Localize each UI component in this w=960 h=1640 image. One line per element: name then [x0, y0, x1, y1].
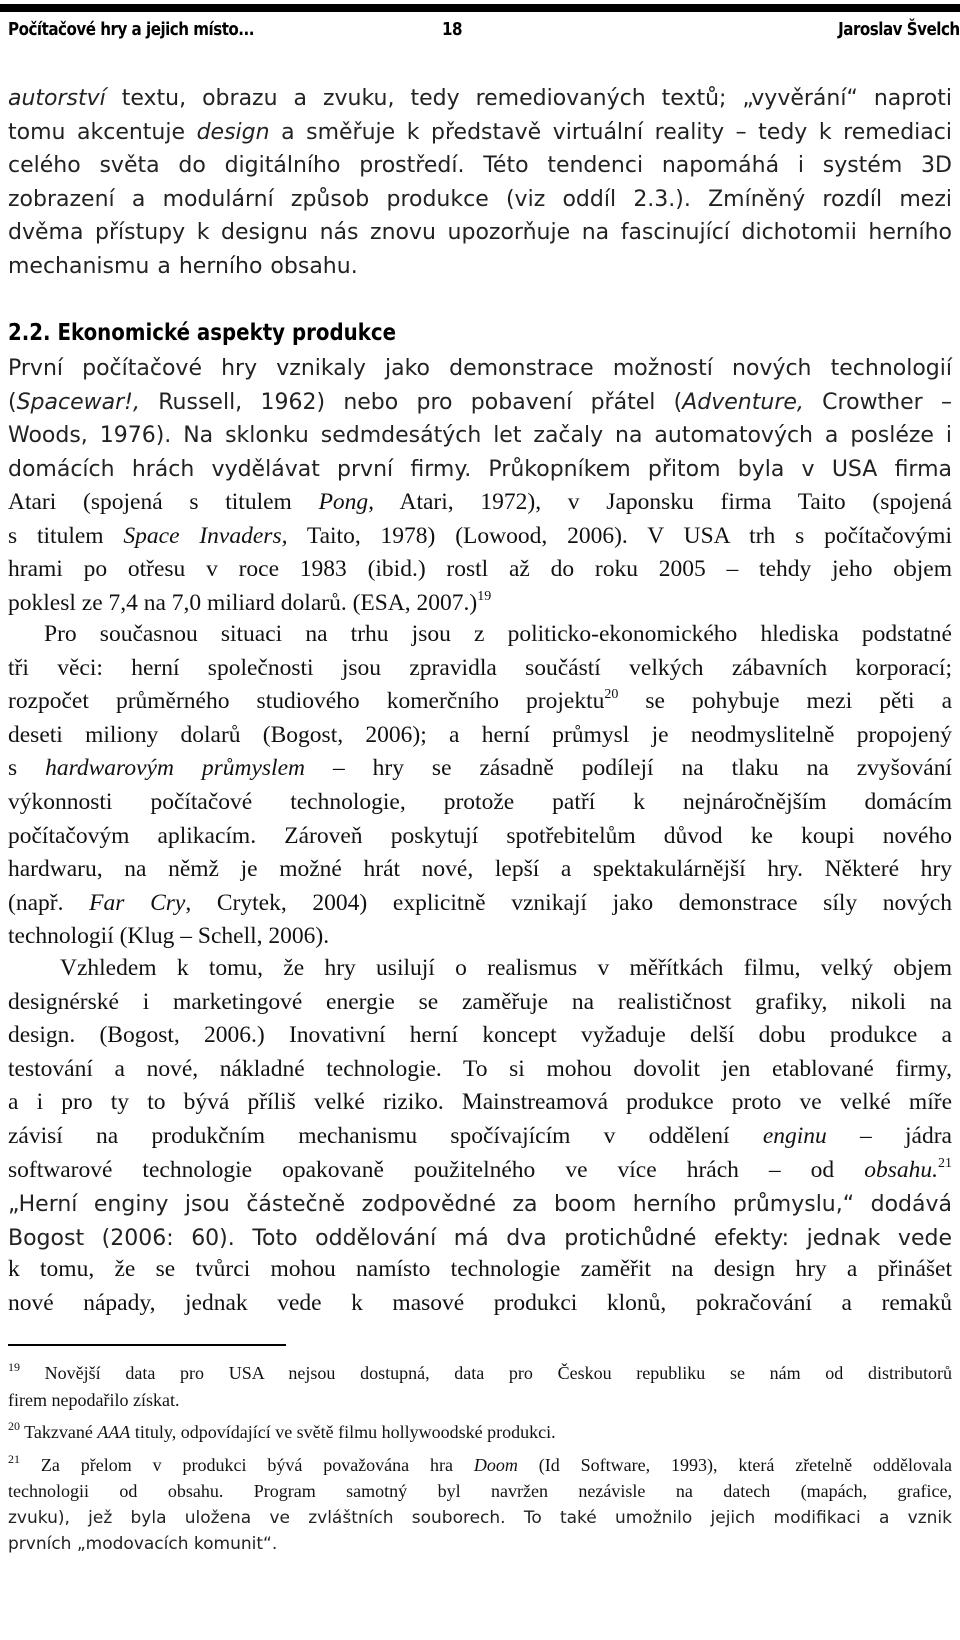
footnote-ref: 20 [604, 687, 619, 703]
text-line: prvních „modovacích komunit“. [8, 1534, 278, 1554]
emphasis: hardwarovým průmyslem [45, 755, 305, 782]
text-line: hardwaru, na němž je možné hrát nové, lepší a spektakulárnější hry. Některé hry [8, 856, 952, 883]
text: – jádra [826, 1122, 952, 1149]
text-line: hrami po otřesu v roce 1983 (ibid.) rostl až do roku 2005 – tehdy jeho objem [8, 556, 952, 583]
text: textu, obrazu a zvuku, tedy remediovaných textů; „vyvěrání“ naproti [105, 86, 952, 111]
text: Za přelom v produkci bývá považována hra [20, 1454, 474, 1475]
paragraph-history-serif [8, 486, 952, 620]
paragraph-market [8, 618, 952, 954]
emphasis: Space Invaders, [123, 522, 288, 549]
header-rule [0, 4, 960, 12]
text-line: testování a nové, nákladné technologie. To si mohou dovolit jen etablované firmy, [8, 1055, 952, 1082]
text-line: technologií (Klug – Schell, 2006). [8, 923, 330, 950]
text-line: nové nápady, jednak vede k masové produkci klonů, pokračování a remaků [8, 1289, 952, 1316]
footnote-number: 20 [8, 1419, 20, 1433]
text: se pohybuje mezi pěti a [618, 688, 953, 715]
text: , Crytek, 2004) explicitně vznikají jako demonstrace síly nových [185, 889, 952, 916]
footnote-rule [8, 1344, 286, 1346]
text: s titulem [8, 522, 124, 549]
text-line [8, 520, 952, 554]
text-line [8, 386, 952, 420]
text-line: design. (Bogost, 2006.) Inovativní herní koncept vyžaduje delší dobu produkce a [8, 1022, 952, 1049]
text-line: mechanismu a herního obsahu. [8, 253, 358, 279]
text-line [8, 1120, 952, 1154]
text-line: zobrazení a modulární způsob produkce (viz oddíl 2.3.). Zmíněný rozdíl mezi [8, 186, 952, 212]
text-line: „Herní enginy jsou částečně zodpovědné za boom herního průmyslu,“ dodává [8, 1192, 952, 1217]
emphasis: design [196, 119, 270, 145]
emphasis: Doom [473, 1454, 518, 1475]
footnotes [8, 1360, 952, 1564]
paragraph-realism [8, 952, 952, 1187]
text: Taito, 1978) (Lowood, 2006). V USA trh s počítačovými [287, 522, 952, 549]
text: Crowther – [803, 389, 952, 415]
paragraph-intro [8, 82, 952, 283]
text-line: tři věci: herní společnosti jsou zpravidla součástí velkých zábavních korporací; [8, 654, 952, 681]
text: Atari, 1972), v Japonsku firma Taito (spojená [374, 489, 952, 515]
text-line: Vzhledem k tomu, že hry usilují o realismus v měřítkách filmu, velký objem [60, 955, 952, 981]
text: rozpočet průměrného studiového komerčního projektu [8, 688, 605, 715]
emphasis: AAA [97, 1422, 131, 1442]
text: Novější data pro USA nejsou dostupná, data pro Českou republiku se nám od distributorů [20, 1363, 952, 1383]
text-line [8, 486, 952, 520]
header-author: Jaroslav Švelch [838, 19, 960, 40]
paragraph-realism-end [8, 1253, 952, 1320]
text: (Id Software, 1993), která zřetelně oddělovala [517, 1454, 952, 1475]
text-line [8, 1154, 952, 1188]
text-line: deseti miliony dolarů (Bogost, 2006); a herní průmysl je neodmyslitelně propojený [8, 721, 952, 748]
text-line: a i pro ty to bývá příliš velké riziko. Mainstreamová produkce proto ve velké míře [8, 1089, 952, 1116]
emphasis: Spacewar!, [16, 389, 140, 415]
text: poklesl ze 7,4 na 7,0 miliard dolarů. (ESA, 2007.) [8, 589, 478, 616]
emphasis: Pong, [318, 489, 375, 515]
emphasis: obsahu. [864, 1156, 938, 1183]
text-line: Bogost (2006: 60). Toto oddělování má dva protichůdné efekty: jednak vede [8, 1225, 952, 1251]
text: Atari (spojená s titulem [8, 489, 319, 515]
text-line: firem nepodařilo získat. [8, 1389, 180, 1410]
footnote-19 [8, 1360, 952, 1413]
emphasis: enginu [762, 1122, 827, 1149]
text: ( [8, 389, 17, 415]
footnote-number: 19 [8, 1360, 20, 1374]
footnote-number: 21 [8, 1451, 20, 1466]
text-line: technologii od obsahu. Program samotný byl navržen nezávisle na datech (mapách, grafice, [8, 1481, 952, 1501]
emphasis: autorství [8, 86, 106, 111]
text: tomu akcentuje [8, 119, 197, 145]
text-line: Pro současnou situaci na trhu jsou z politicko-ekonomického hlediska podstatné [44, 621, 952, 647]
text-line: První počítačové hry vznikaly jako demonstrace možností nových technologií [8, 356, 952, 381]
text: softwarové technologie opakovaně použitelného ve více hrách – od [8, 1156, 865, 1183]
text-line: zvuku), jež byla uložena ve zvláštních souborech. To také umožnilo jejich modifikaci a vznik [8, 1507, 952, 1528]
page-number: 18 [442, 19, 463, 40]
running-header [0, 0, 960, 52]
footnote-ref: 21 [938, 1155, 952, 1171]
text-line [8, 685, 952, 719]
text: závisí na produkčním mechanismu spočívajícím v oddělení [8, 1122, 763, 1149]
text-line [8, 1419, 952, 1446]
text-line: celého světa do digitálního prostředí. Této tendenci napomáhá i systém 3D [8, 153, 952, 178]
text-line: počítačovým aplikacím. Zároveň poskytují spotřebitelům důvod ke koupi nového [8, 822, 952, 849]
footnote-ref: 19 [477, 588, 492, 604]
text-line [8, 752, 952, 786]
footnote-21 [8, 1452, 952, 1558]
text-line: výkonnosti počítačové technologie, protože patří k nejnáročnějším domácím [8, 788, 952, 815]
text-line: dvěma přístupy k designu nás znovu upozorňuje na fascinující dichotomii herního [8, 220, 952, 245]
header-title: Počítačové hry a jejich místo... [8, 19, 255, 40]
text-line [8, 587, 952, 621]
text-line [8, 1360, 952, 1387]
paragraph-realism-sans [8, 1188, 952, 1255]
text-line [8, 116, 952, 150]
text-line [8, 82, 952, 116]
emphasis: Far Cry [89, 889, 186, 916]
text: (např. [8, 889, 90, 916]
footnote-20 [8, 1419, 952, 1446]
text-line [8, 887, 952, 921]
emphasis: Adventure, [682, 389, 804, 415]
text-line [8, 1452, 952, 1479]
text: Russell, 1962) nebo pro pobavení přátel ( [139, 389, 683, 415]
text-line: Woods, 1976). Na sklonku sedmdesátých let začaly na automatových a posléze i [8, 423, 952, 448]
section-heading: 2.2. Ekonomické aspekty produkce [8, 320, 397, 346]
text: – hry se zásadně podílejí na tlaku na zvyšování [305, 755, 953, 782]
text: a směřuje k představě virtuální reality – tedy k remediaci [269, 119, 952, 145]
text-line: k tomu, že se tvůrci mohou namísto technologie zaměřit na design hry a přinášet [8, 1256, 952, 1282]
text: tituly, odpovídající ve světě filmu hollywoodské produkci. [130, 1422, 556, 1442]
text-line: designérské i marketingové energie se zaměřuje na realističnost grafiky, nikoli na [8, 988, 952, 1015]
text: Takzvané [20, 1422, 98, 1442]
text-line: domácích hrách vydělávat první firmy. Průkopníkem přitom byla v USA firma [8, 456, 952, 482]
paragraph-history [8, 352, 952, 486]
text: s [8, 755, 46, 782]
